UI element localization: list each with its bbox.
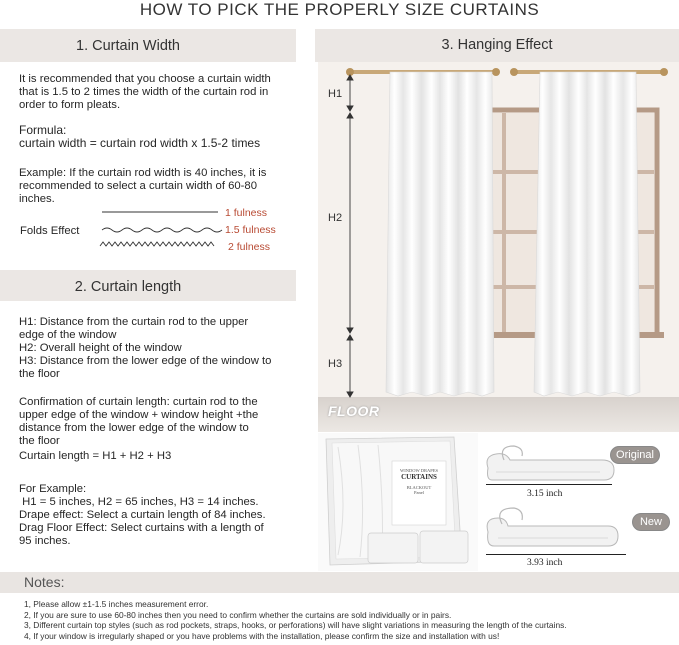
length-confirmation [19,396,299,463]
note-item: 3, Different curtain top styles (such as rod pockets, straps, hooks, or perforations) will have slight variations in measuring the length of the curtains. [24,620,567,630]
length-example [19,483,304,548]
badge-original: Original [610,446,660,464]
package-image [318,433,478,571]
section1-intro [19,73,294,112]
fullness-1: 1 fulness [225,207,268,219]
example-line: recommended to select a curtain width of 60-80 [19,180,257,192]
hook-original-image [482,438,632,486]
def-line: H3: Distance from the lower edge of the window to [19,355,272,367]
intro-line: It is recommended that you choose a curtain width [19,73,271,85]
package-line: BLACKOUT [406,485,432,490]
label-h2: H2 [328,212,343,224]
fullness-1-5: 1.5 fulness [225,224,276,236]
confirm-line: Confirmation of curtain length: curtain rod to the [19,396,258,408]
formula-label: Formula: [19,123,67,137]
width-example [19,167,294,206]
notes-heading: Notes: [24,574,65,590]
def-line: edge of the window [19,329,117,341]
curtain-right [534,72,640,396]
def-line: the floor [19,368,60,380]
def-line: H1: Distance from the curtain rod to the upper [19,316,249,328]
formula-text: curtain width = curtain rod width x 1.5-2 times [19,136,261,150]
section1-heading: 1. Curtain Width [76,38,180,54]
example-heading: For Example: [19,483,87,495]
folds-illustration [96,205,226,255]
label-h1: H1 [328,88,343,100]
size-original: 3.15 inch [527,489,563,499]
confirm-line: the floor [19,435,60,447]
formula-block [19,124,299,150]
package-line: WINDOW DRAPES [399,468,439,473]
intro-line: order to form pleats. [19,99,121,111]
section3-heading: 3. Hanging Effect [441,37,553,53]
label-h3: H3 [328,358,343,370]
folds-label: Folds Effect [20,225,80,237]
note-item: 2, If you are sure to use 60-80 inches then you need to confirm whether the curtains are sold individually or in pairs. [24,609,452,620]
def-line: H2: Overall height of the window [19,342,182,354]
floor-label: FLOOR [328,403,380,419]
size-line-new [486,554,626,555]
fold-line-1-5x [102,228,222,232]
curtain-left [386,72,494,396]
example-line: Drag Floor Effect: Select curtains with a length of [19,522,264,534]
package-line: Panel [414,490,424,495]
section2-heading: 2. Curtain length [74,279,182,295]
note-item: 1, Please allow ±1-1.5 inches measurement error. [24,599,209,609]
example-line: inches. [19,193,55,205]
page-title: HOW TO PICK THE PROPERLY SIZE CURTAINS [139,0,540,19]
size-line-original [486,484,612,485]
example-line: Drape effect: Select a curtain length of 84 inches. [19,509,266,521]
example-line: Example: If the curtain rod width is 40 inches, it is [19,167,267,179]
example-line: 95 inches. [19,535,71,547]
note-item: 4, If your window is irregularly shaped or you have problems with the installation, please confirm the size and installation with us! [24,630,500,641]
package-brand: CURTAINS [401,473,437,481]
length-definitions [19,316,299,381]
badge-new: New [632,513,670,531]
fold-line-2x [100,242,214,246]
package-label [393,468,445,495]
example-line: H1 = 5 inches, H2 = 65 inches, H3 = 14 inches. [19,496,259,508]
notes-list [24,599,676,641]
fullness-2: 2 fulness [228,241,271,253]
length-formula: Curtain length = H1 + H2 + H3 [19,450,172,462]
hanging-effect-illustration [318,62,679,432]
confirm-line: upper edge of the window + window height +the [19,409,259,421]
size-new: 3.93 inch [527,558,563,568]
hook-new-image [482,504,632,552]
intro-line: that is 1.5 to 2 times the width of the curtain rod in [19,86,269,98]
confirm-line: distance from the lower edge of the window to [19,422,249,434]
notes-header [0,572,679,593]
